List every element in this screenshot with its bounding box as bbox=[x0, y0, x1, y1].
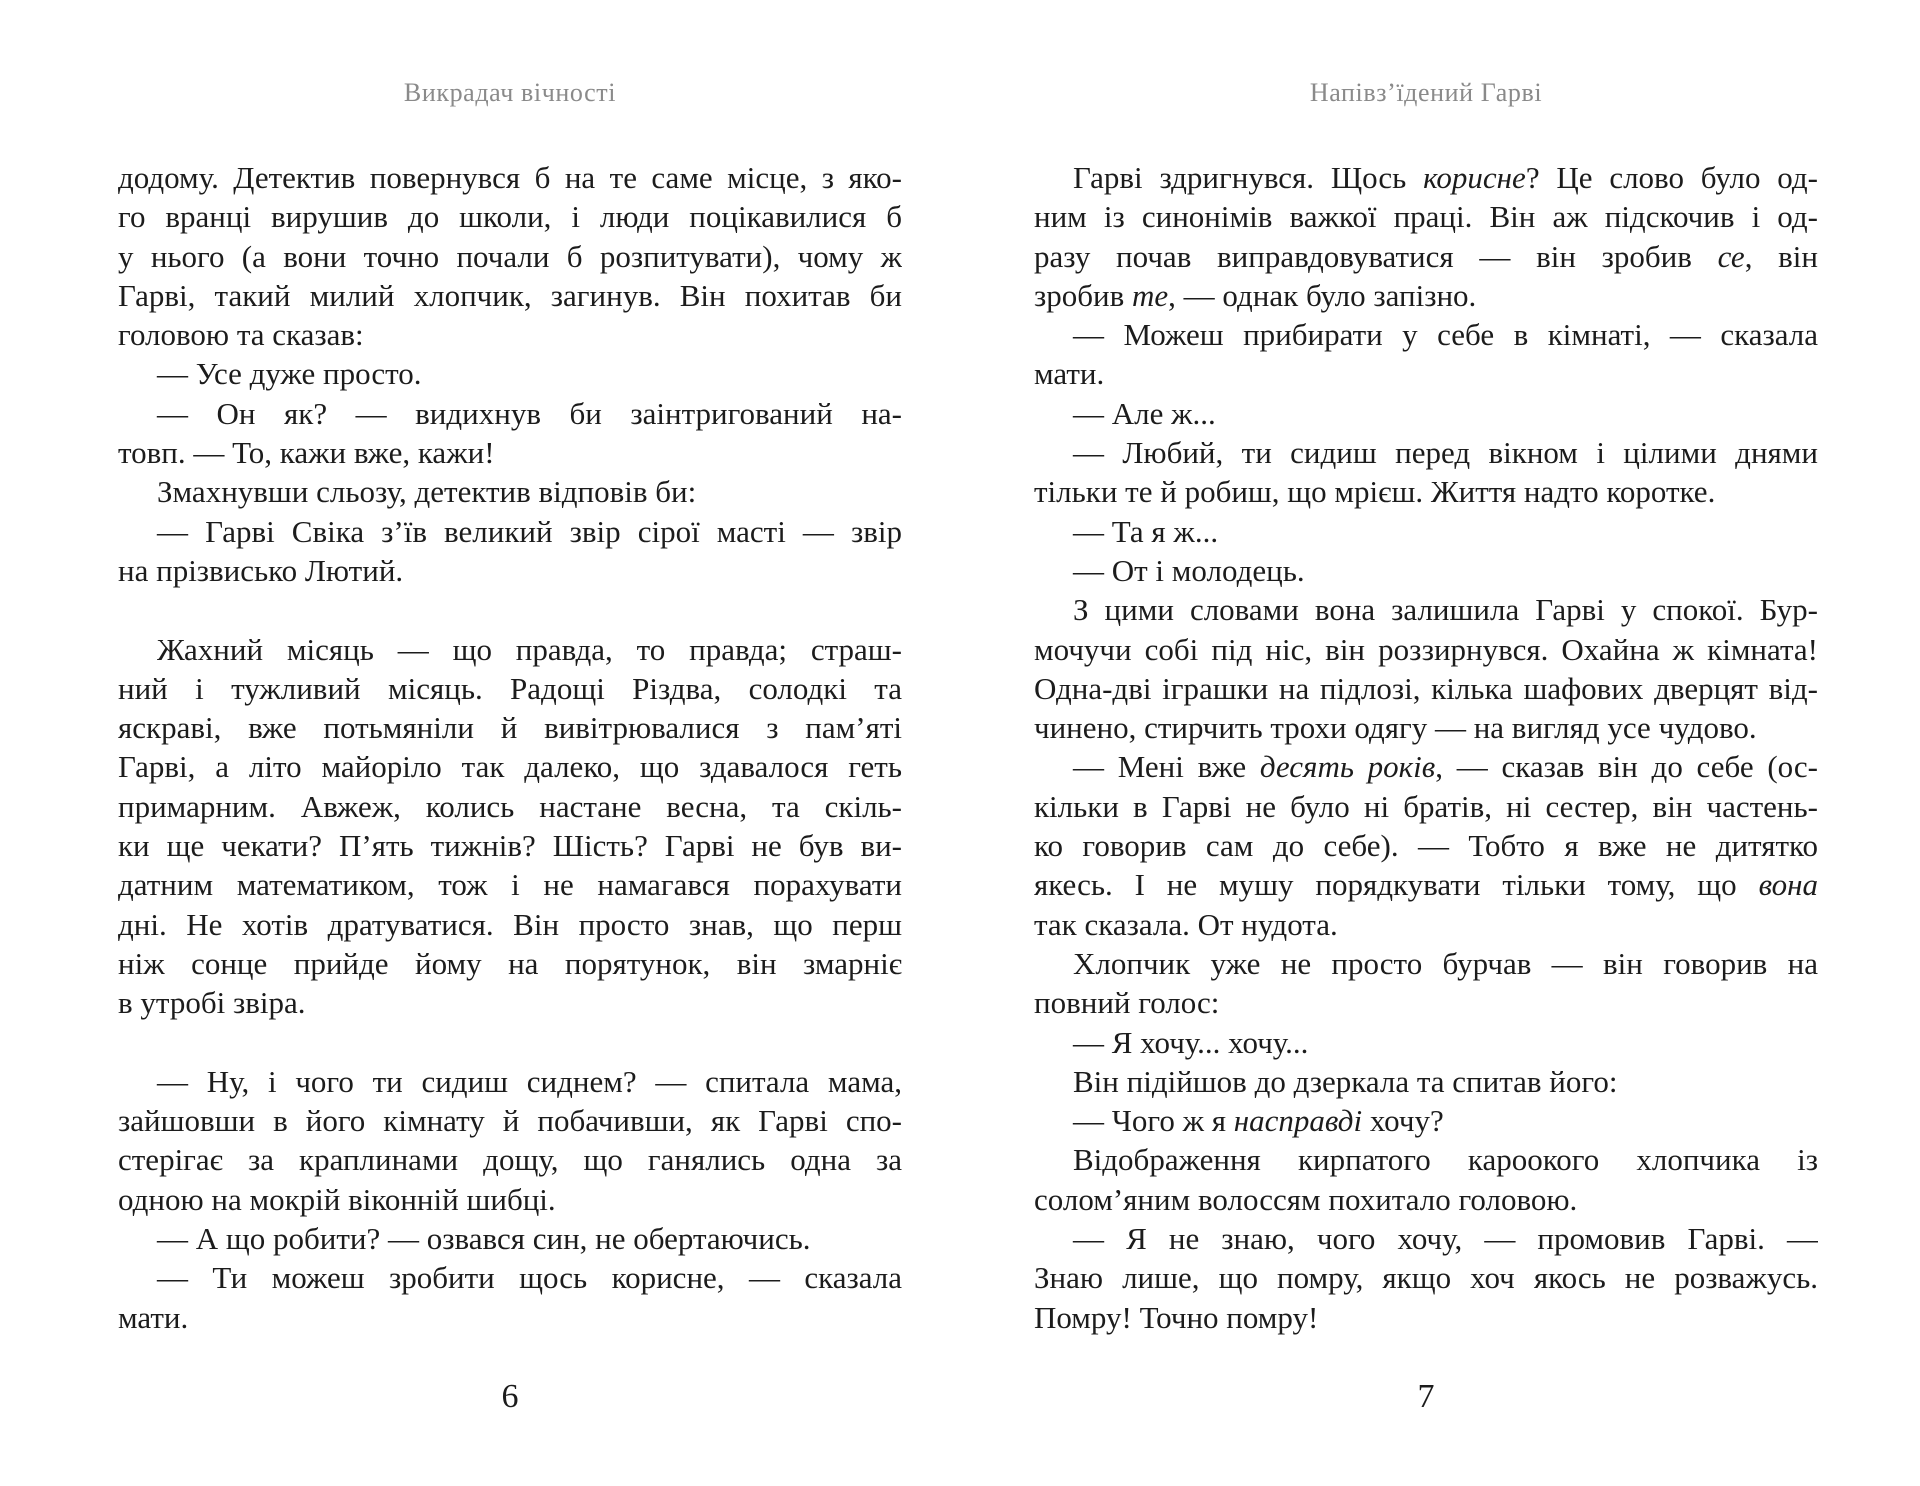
text-line: го вранці вирушив до школи, і люди поцікавилися б bbox=[118, 199, 902, 235]
text-line: дні. Не хотів дратуватися. Він просто знав, що перш bbox=[118, 906, 902, 942]
text-line: — Гарві Свіка з’їв великий звір сірої масті — звір bbox=[157, 513, 902, 549]
page-number: 7 bbox=[1417, 1378, 1435, 1415]
text-line: — Я хочу... хочу... bbox=[1073, 1024, 1309, 1060]
right-page-text bbox=[1034, 158, 1818, 1337]
text-line: яскраві, вже потьмяніли й вивітрювалися з пам’яті bbox=[118, 710, 902, 746]
text-line: так сказала. От нудота. bbox=[1034, 906, 1338, 942]
text-line: — Любий, ти сидиш перед вікном і цілими днями bbox=[1073, 435, 1818, 471]
text-line: — Ти можеш зробити щось корисне, — сказала bbox=[157, 1260, 902, 1296]
text-line: — Чого ж я насправді хочу? bbox=[1073, 1103, 1444, 1139]
text-line: повний голос: bbox=[1034, 985, 1220, 1021]
text-line: Жахний місяць — що правда, то правда; страш- bbox=[157, 631, 902, 667]
text-line: разу почав виправдовуватися — він зробив се, він bbox=[1034, 238, 1818, 274]
text-line: З цими словами вона залишила Гарві у спокої. Бур- bbox=[1073, 592, 1818, 628]
text-line: Гарві, такий милий хлопчик, загинув. Він похитав би bbox=[118, 277, 902, 313]
page-number: 6 bbox=[501, 1378, 519, 1415]
text-line: на прізвисько Лютий. bbox=[118, 552, 404, 588]
text-line: мочучи собі під ніс, він роззирнувся. Охайна ж кімната! bbox=[1034, 631, 1818, 667]
section-break bbox=[118, 590, 902, 629]
text-line: тільки те й робиш, що мрієш. Життя надто коротке. bbox=[1034, 474, 1716, 510]
text-line: солом’яним волоссям похитало головою. bbox=[1034, 1181, 1578, 1217]
text-line: — Он як? — видихнув би заінтригований на- bbox=[157, 395, 902, 431]
running-head-chapter-title: Напівз’їдений Гарві bbox=[1309, 78, 1543, 107]
text-line: Відображення кирпатого кароокого хлопчика із bbox=[1073, 1142, 1818, 1178]
text-line: зайшовши в його кімнату й побачивши, як Гарві спо- bbox=[118, 1103, 902, 1139]
text-line: у нього (а вони точно почали б розпитувати), чому ж bbox=[118, 238, 902, 274]
text-line: Гарві здригнувся. Щось корисне? Це слово було од- bbox=[1073, 160, 1818, 195]
text-line: — Ну, і чого ти сидиш сиднем? — спитала мама, bbox=[157, 1063, 902, 1099]
text-line: мати. bbox=[1034, 356, 1105, 392]
text-line: одною на мокрій віконній шибці. bbox=[118, 1181, 556, 1217]
text-line: — Мені вже десять років, — сказав він до себе (ос- bbox=[1073, 749, 1818, 785]
text-line: — А що робити? — озвався син, не обертаючись. bbox=[157, 1221, 811, 1257]
text-line: додому. Детектив повернувся б на те саме місце, з яко- bbox=[118, 160, 902, 195]
text-line: ко говорив сам до себе). — Тобто я вже не дитятко bbox=[1034, 828, 1818, 864]
text-line: ним із синонімів важкої праці. Він аж підскочив і од- bbox=[1034, 199, 1818, 235]
text-line: примарним. Авжеж, колись настане весна, та скіль- bbox=[118, 788, 902, 824]
text-line: — Усе дуже просто. bbox=[157, 356, 422, 392]
text-line: ний і тужливий місяць. Радощі Різдва, солодкі та bbox=[118, 670, 902, 706]
text-line: — Я не знаю, чого хочу, — промовив Гарві. — bbox=[1073, 1221, 1818, 1257]
text-line: головою та сказав: bbox=[118, 317, 364, 353]
left-page bbox=[118, 0, 902, 1486]
text-line: зробив те, — однак було запізно. bbox=[1034, 277, 1477, 313]
text-line: Одна-дві іграшки на підлозі, кілька шафових дверцят від- bbox=[1034, 670, 1818, 706]
running-head-book-title: Викрадач вічності bbox=[403, 78, 617, 107]
text-line: Він підійшов до дзеркала та спитав його: bbox=[1073, 1063, 1618, 1099]
text-line: Знаю лише, що помру, якщо хоч якось не розважусь. bbox=[1034, 1260, 1818, 1296]
left-page-text bbox=[118, 158, 902, 1337]
text-line: стерігає за краплинами дощу, що ганялись одна за bbox=[118, 1142, 902, 1178]
text-line: Помру! Точно помру! bbox=[1034, 1299, 1319, 1335]
text-line: датним математиком, тож і не намагався порахувати bbox=[118, 867, 902, 903]
text-line: — Та я ж... bbox=[1073, 513, 1219, 549]
text-line: — От і молодець. bbox=[1073, 552, 1305, 588]
text-line: — Можеш прибирати у себе в кімнаті, — сказала bbox=[1073, 317, 1818, 353]
text-line: Гарві, а літо майоріло так далеко, що здавалося геть bbox=[118, 749, 902, 785]
text-line: товп. — То, кажи вже, кажи! bbox=[118, 435, 495, 471]
text-line: — Але ж... bbox=[1073, 395, 1216, 431]
section-break bbox=[118, 1023, 902, 1062]
text-line: чинено, стирчить трохи одягу — на вигляд усе чудово. bbox=[1034, 710, 1757, 746]
text-line: Змахнувши сльозу, детектив відповів би: bbox=[157, 474, 697, 510]
text-line: кільки в Гарві не було ні братів, ні сестер, він частень- bbox=[1034, 788, 1818, 824]
text-line: Хлопчик уже не просто бурчав — він говорив на bbox=[1073, 945, 1818, 981]
text-line: мати. bbox=[118, 1299, 189, 1335]
text-line: якесь. І не мушу порядкувати тільки тому, що вона bbox=[1034, 867, 1818, 903]
right-page bbox=[1034, 0, 1818, 1486]
text-line: в утробі звіра. bbox=[118, 985, 306, 1021]
text-line: ки ще чекати? П’ять тижнів? Шість? Гарві не був ви- bbox=[118, 828, 902, 864]
text-line: ніж сонце прийде йому на порятунок, він змарніє bbox=[118, 945, 902, 981]
